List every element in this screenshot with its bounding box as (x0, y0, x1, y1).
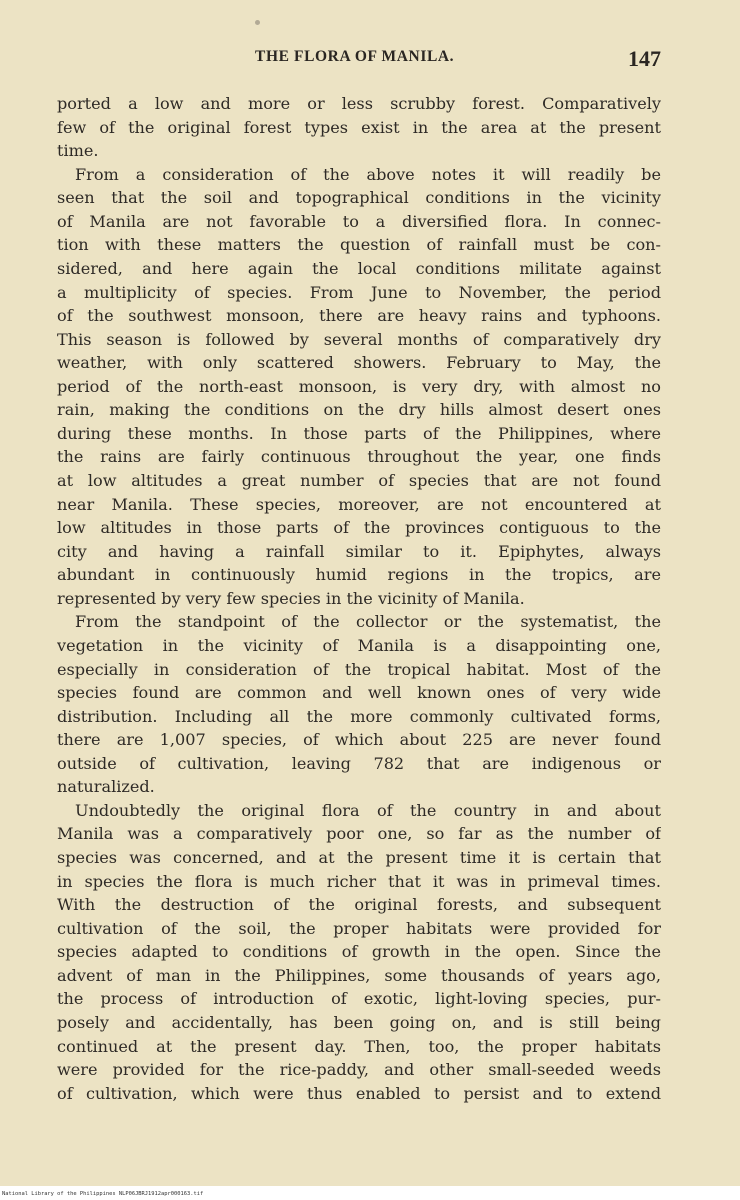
text-line: at low altitudes a great number of species that are not found (57, 471, 661, 490)
text-line: seen that the soil and topographical conditions in the vicinity (57, 188, 661, 208)
scan-footer (0, 1186, 740, 1200)
scan-caption: National Library of the Philippines NLP06JBRJ1912apr000163.tif (2, 1191, 204, 1197)
text-line: cultivation of the soil, the proper habitats were provided for (57, 918, 661, 938)
text-line: city and having a rainfall similar to it. Epiphytes, always (57, 541, 661, 561)
text-line: posely and accidentally, has been going on, and is still being (57, 1012, 661, 1032)
text-line: a multiplicity of species. From June to November, the period (57, 282, 661, 302)
text-line: low altitudes in those parts of the provinces contiguous to the (57, 518, 661, 538)
text-line: naturalized. (57, 777, 155, 797)
text-line: rain, making the conditions on the dry hills almost desert ones (57, 400, 661, 420)
text-line: distribution. Including all the more commonly cultivated forms, (57, 706, 661, 726)
text-line: continued at the present day. Then, too, the proper habitats (57, 1036, 661, 1056)
text-line: of Manila are not favorable to a diversified flora. In connec- (57, 211, 661, 231)
text-line: species was concerned, and at the present time it is certain that (57, 848, 661, 867)
text-line: weather, with only scattered showers. February to May, the (57, 353, 661, 373)
text-line: of cultivation, which were thus enabled to persist and to extend (57, 1083, 661, 1103)
text-line: the process of introduction of exotic, light-loving species, pur- (57, 989, 661, 1009)
text-line: species found are common and well known ones of very wide (57, 683, 661, 703)
text-line: abundant in continuously humid regions in the tropics, are (57, 565, 661, 585)
text-line: ported a low and more or less scrubby forest. Comparatively (57, 94, 661, 113)
text-line: during these months. In those parts of the Philippines, where (57, 423, 661, 443)
text-line: This season is followed by several months of comparatively dry (57, 329, 661, 349)
text-line: few of the original forest types exist in the area at the present (57, 117, 661, 137)
text-line: vegetation in the vicinity of Manila is a disappointing one, (57, 635, 661, 655)
text-line: tion with these matters the question of rainfall must be con- (57, 235, 661, 255)
text-line: sidered, and here again the local conditions militate against (57, 258, 661, 278)
text-line: Manila was a comparatively poor one, so far as the number of (57, 824, 661, 844)
body-text (57, 92, 661, 1105)
ink-speck (255, 20, 260, 25)
text-line: near Manila. These species, moreover, are not encountered at (57, 494, 661, 514)
text-line: Undoubtedly the original flora of the country in and about (75, 800, 661, 820)
text-line: From a consideration of the above notes it will readily be (75, 164, 661, 184)
page-number: 147 (628, 46, 661, 71)
text-line: were provided for the rice-paddy, and other small-seeded weeds (57, 1060, 661, 1080)
text-line: in species the flora is much richer that it was in primeval times. (57, 871, 661, 891)
text-line: time. (57, 141, 99, 161)
text-line: advent of man in the Philippines, some thousands of years ago, (57, 965, 661, 985)
text-line: With the destruction of the original forests, and subsequent (57, 895, 661, 915)
page-header (0, 46, 740, 76)
text-line: From the standpoint of the collector or the systematist, the (75, 612, 661, 632)
text-line: represented by very few species in the vicinity of Manila. (57, 588, 525, 608)
text-line: there are 1,007 species, of which about 225 are never found (57, 730, 661, 750)
text-line: period of the north-east monsoon, is very dry, with almost no (57, 376, 661, 396)
text-line: outside of cultivation, leaving 782 that are indigenous or (57, 753, 661, 773)
text-line: especially in consideration of the tropical habitat. Most of the (57, 659, 661, 679)
text-line: of the southwest monsoon, there are heavy rains and typhoons. (57, 306, 661, 326)
text-line: the rains are fairly continuous throughout the year, one finds (57, 447, 661, 467)
text-line: species adapted to conditions of growth in the open. Since the (57, 942, 661, 962)
running-title: THE FLORA OF MANILA. (255, 48, 455, 65)
